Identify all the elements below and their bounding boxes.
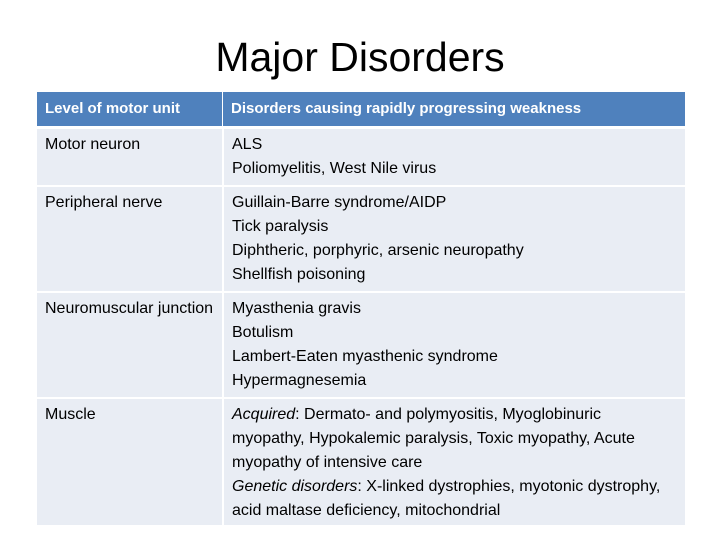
disorder-item: Myasthenia gravis bbox=[232, 300, 361, 317]
acquired-label: Acquired bbox=[232, 406, 296, 423]
genetic-label: Genetic disorders bbox=[232, 478, 358, 495]
table-row-neuromuscular-junction bbox=[37, 293, 685, 399]
table-row-motor-neuron bbox=[37, 129, 685, 187]
disorders-cell bbox=[222, 129, 685, 187]
level-cell: Muscle bbox=[37, 399, 222, 527]
level-cell: Motor neuron bbox=[37, 129, 222, 187]
disorder-item: Poliomyelitis, West Nile virus bbox=[232, 160, 437, 177]
slide-title: Major Disorders bbox=[215, 34, 505, 80]
genetic-text: : X-linked dystrophies, myotonic dystrophy, acid maltase deficiency, mitochondrial bbox=[232, 478, 661, 519]
genetic-paragraph bbox=[232, 475, 677, 523]
disorders-cell bbox=[222, 187, 685, 293]
disorder-item: Diphtheric, porphyric, arsenic neuropathy bbox=[232, 242, 524, 259]
disorder-item: Lambert-Eaten myasthenic syndrome bbox=[232, 348, 498, 365]
acquired-paragraph bbox=[232, 403, 677, 475]
table-row-muscle bbox=[37, 399, 685, 527]
disorder-item: Hypermagnesemia bbox=[232, 372, 367, 389]
header-level-of-motor-unit: Level of motor unit bbox=[37, 92, 222, 129]
disorders-cell bbox=[222, 293, 685, 399]
level-cell: Peripheral nerve bbox=[37, 187, 222, 293]
disorder-item: Shellfish poisoning bbox=[232, 266, 366, 283]
disorder-item: Guillain-Barre syndrome/AIDP bbox=[232, 194, 447, 211]
header-disorders: Disorders causing rapidly progressing weakness bbox=[222, 92, 685, 129]
level-cell: Neuromuscular junction bbox=[37, 293, 222, 399]
disorder-item: Botulism bbox=[232, 324, 294, 341]
table-row-peripheral-nerve bbox=[37, 187, 685, 293]
disorders-table bbox=[37, 92, 685, 527]
disorder-item: ALS bbox=[232, 136, 263, 153]
disorders-cell bbox=[222, 399, 685, 527]
disorder-item: Tick paralysis bbox=[232, 218, 329, 235]
acquired-text: : Dermato- and polymyositis, Myoglobinuric myopathy, Hypokalemic paralysis, Toxic myopathy, Acute myopathy of intensive care bbox=[232, 406, 635, 471]
table-header-row bbox=[37, 92, 685, 129]
